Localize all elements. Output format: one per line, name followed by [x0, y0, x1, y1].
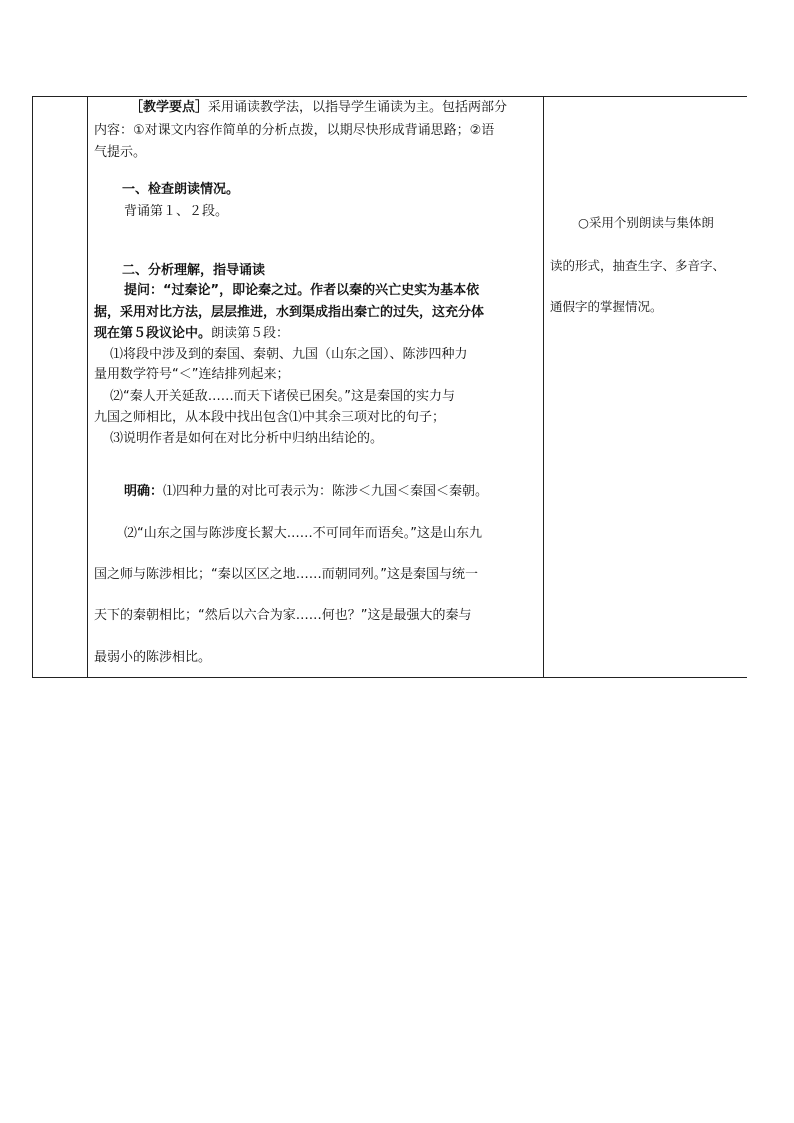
- question-line3: 现在第５段议论中。朗读第５段：: [94, 326, 290, 341]
- teaching-points-label: ［教学要点］: [130, 100, 209, 115]
- answer-line2: ⑵“山东之国与陈涉度长絜大……不可同年而语矣。”这是山东九: [124, 526, 482, 541]
- note-line3: 通假字的掌握情况。: [550, 299, 663, 314]
- item3: ⑶说明作者是如何在对比分析中归纳出结论的。: [110, 431, 384, 446]
- answer-line1: 明确：⑴四种力量的对比可表示为：陈涉＜九国＜秦国＜秦朝。: [124, 484, 489, 499]
- item2-line1: ⑵“秦人开关延敌……而天下诸侯已困矣。”这是秦国的实力与: [110, 389, 455, 404]
- item1-line1: ⑴将段中涉及到的秦国、秦朝、九国（山东之国）、陈涉四种力: [110, 347, 468, 362]
- column-divider-left: [87, 97, 88, 677]
- teaching-points-line3: 气提示。: [94, 145, 147, 160]
- note-line2: 读的形式，抽查生字、多音字、: [550, 258, 726, 273]
- section2-heading: 二、分析理解，指导诵读: [122, 263, 266, 278]
- answer-label: 明确：: [124, 484, 164, 499]
- question-line2: 据，采用对比方法，层层推进，水到渠成指出秦亡的过失，这充分体: [94, 305, 485, 320]
- item2-line2: 九国之师相比，从本段中找出包含⑴中其余三项对比的句子；: [94, 410, 446, 425]
- note-line1: ○采用个别朗读与集体朗: [578, 215, 714, 230]
- section1-heading: 一、检查朗读情况。: [122, 182, 240, 197]
- section1-text: 背诵第１、２段。: [124, 204, 229, 219]
- teaching-points-line2: 内容：①对课文内容作简单的分析点拨，以期尽快形成背诵思路；②语: [94, 123, 495, 138]
- teaching-points-line1: ［教学要点］采用诵读教学法，以指导学生诵读为主。包括两部分: [130, 100, 508, 115]
- answer-line4: 天下的秦朝相比；“然后以六合为家……何也？”这是最强大的秦与: [94, 608, 472, 623]
- item1-line2: 量用数学符号“＜”连结排列起来；: [94, 367, 290, 382]
- answer-line3: 国之师与陈涉相比；“秦以区区之地……而朝同列。”这是秦国与统一: [94, 567, 478, 582]
- column-divider-right: [543, 97, 544, 677]
- question-line1: 提问：“过秦论”，即论秦之过。作者以秦的兴亡史实为基本依: [124, 283, 480, 298]
- answer-line5: 最弱小的陈涉相比。: [94, 650, 212, 665]
